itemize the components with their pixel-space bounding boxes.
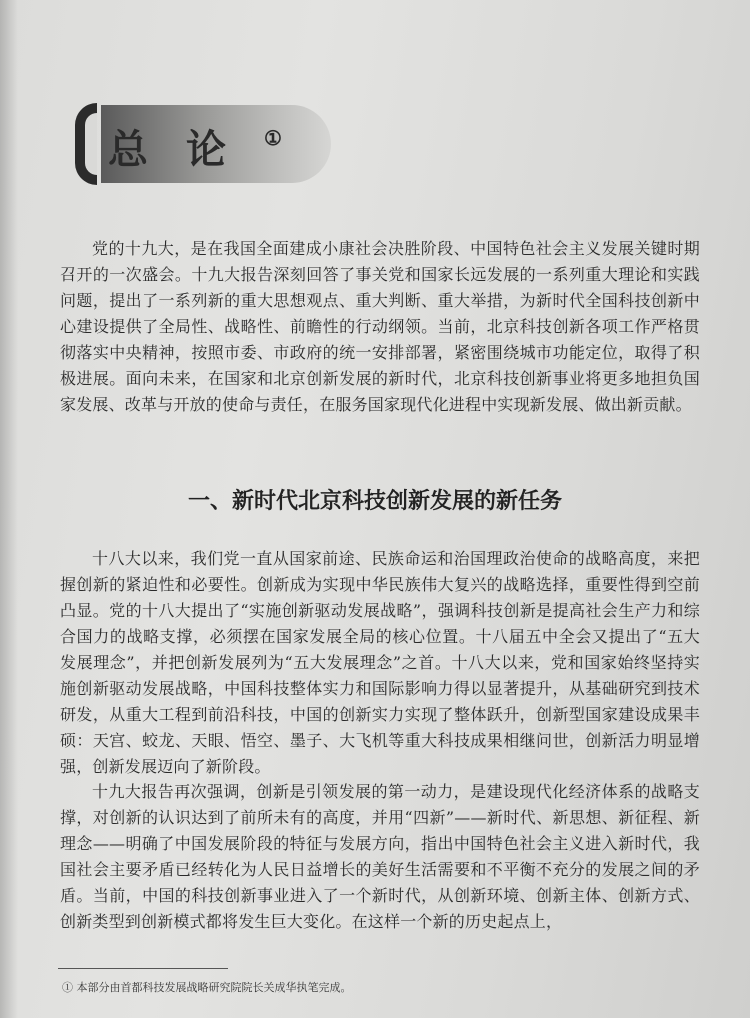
section-paragraph-1: 十八大以来，我们党一直从国家前途、民族命运和治国理政治使命的战略高度，来把握创新的紧迫性和必要性。创新成为实现中华民族伟大复兴的战略选择，重要性得到空前凸显。党的十八大提出了“实施创新驱动发展战略”，强调科技创新是提高社会生产力和综合国力的战略支撑，必须摆在国家发展全局的核心位置。十八届五中全会又提出了“五大发展理念”，并把创新发展列为“五大发展理念”之首。十八大以来，党和国家始终坚持实施创新驱动发展战略，中国科技整体实力和国际影响力得以显著提升，从基础研究到技术研发，从重大工程到前沿科技，中国的创新实力实现了整体跃升，创新型国家建设成果丰硕：天宫、蛟龙、天眼、悟空、墨子、大飞机等重大科技成果相继问世，创新活力明显增强，创新发展迈向了新阶段。 xyxy=(60,549,700,776)
title-bracket-notch xyxy=(85,113,97,175)
footnote: ① 本部分由首都科技发展战略研究院院长关成华执笔完成。 xyxy=(62,981,352,994)
chapter-title-text: 总论 xyxy=(108,127,264,173)
chapter-footnote-mark: ① xyxy=(264,126,282,150)
intro-paragraph: 党的十九大，是在我国全面建成小康社会决胜阶段、中国特色社会主义发展关键时期召开的一次盛会。十九大报告深刻回答了事关党和国家长远发展的一系列重大理论和实践问题，提出了一系列新的重大思想观点、重大判断、重大举措，为新时代全国科技创新中心建设提供了全局性、战略性、前瞻性的行动纲领。当前，北京科技创新各项工作严格贯彻落实中央精神，按照市委、市政府的统一安排部署，紧密围绕城市功能定位，取得了积极进展。面向未来，在国家和北京创新发展的新时代，北京科技创新事业将更多地担负国家发展、改革与开放的使命与责任，在服务国家现代化进程中实现新发展、做出新贡献。 xyxy=(60,239,700,414)
section-paragraph-2: 十九大报告再次强调，创新是引领发展的第一动力，是建设现代化经济体系的战略支撑，对创新的认识达到了前所未有的高度，并用“四新”——新时代、新思想、新征程、新理念——明确了中国发展阶段的特征与发展方向，指出中国特色社会主义进入新时代，我国社会主要矛盾已经转化为人民日益增长的美好生活需要和不平衡不充分的发展之间的矛盾。当前，中国的科技创新事业进入了一个新时代，从创新环境、创新主体、创新方式、创新类型到创新模式都将发生巨大变化。在这样一个新的历史起点上， xyxy=(60,782,700,931)
footnote-divider xyxy=(58,968,228,969)
section-heading: 一、新时代北京科技创新发展的新任务 xyxy=(187,489,562,514)
chapter-title xyxy=(108,118,282,175)
